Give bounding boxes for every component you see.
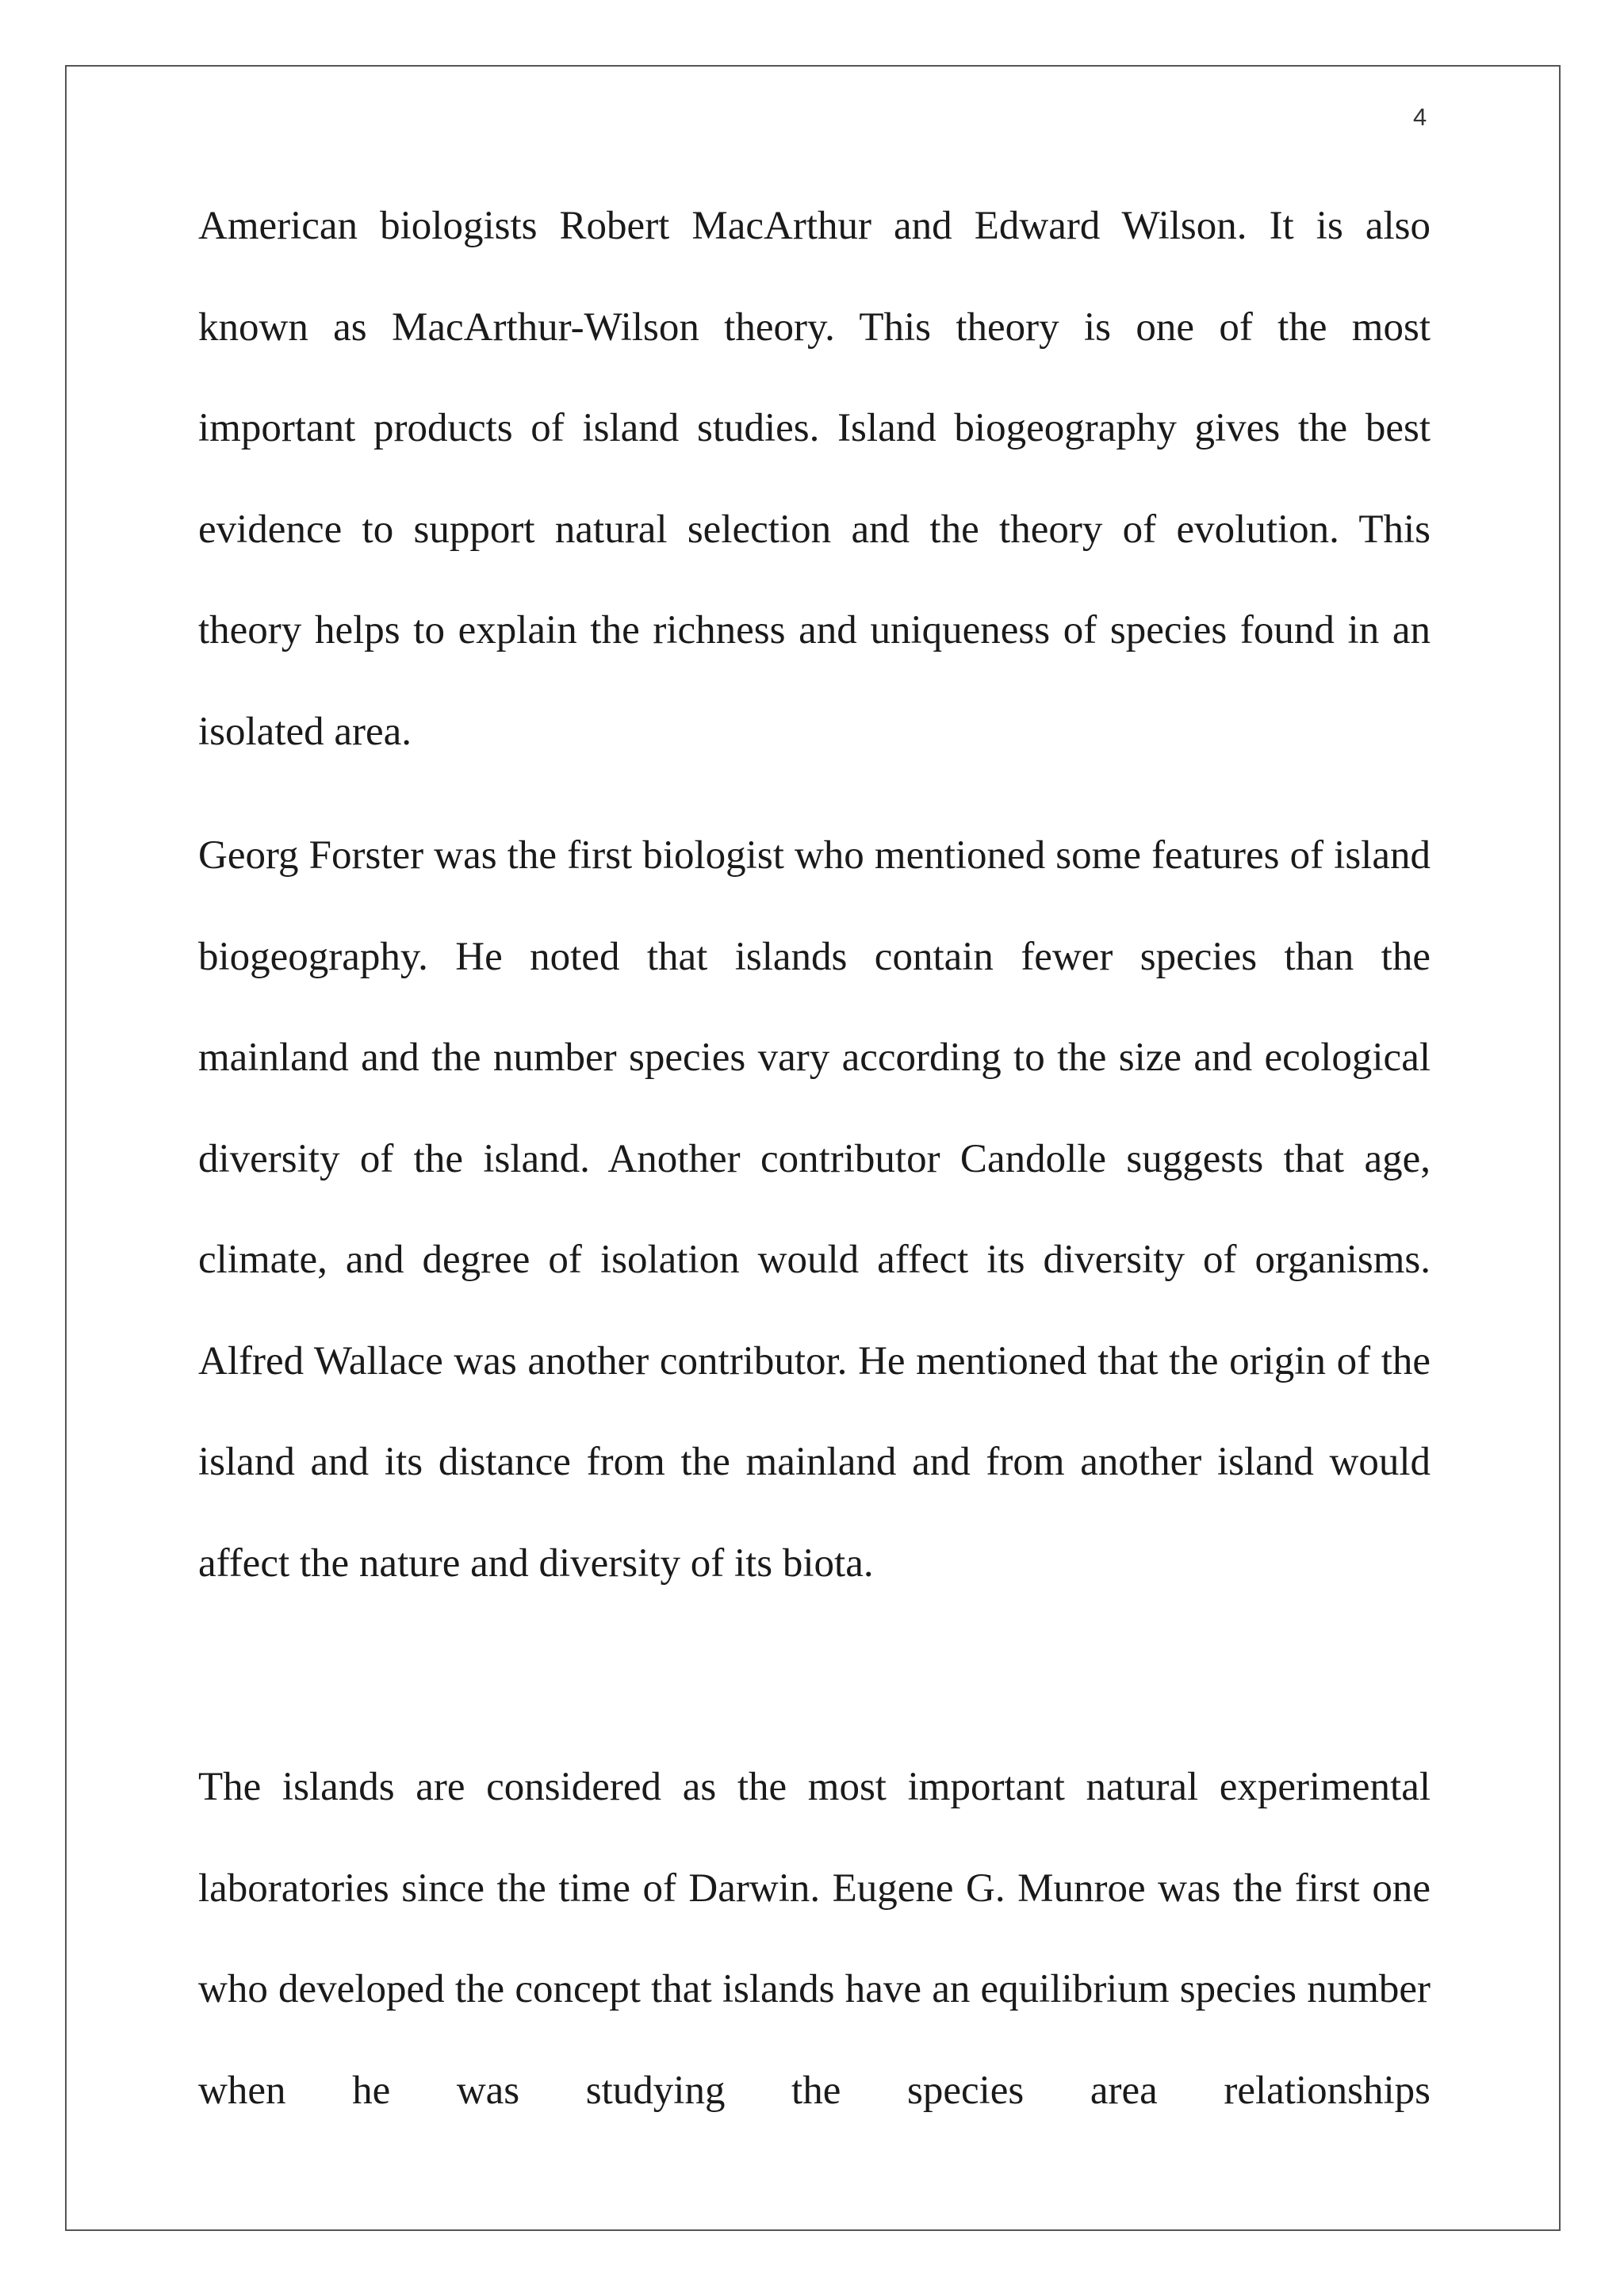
paragraph: The islands are considered as the most important natural experimental laboratories since the time of Darwin. Eugene G. Munroe was the first one who developed the concept that islands have an equilibrium species number when he was studying the species area relationships: [198, 1765, 1431, 2113]
paragraph: American biologists Robert MacArthur and Edward Wilson. It is also known as MacArthur-Wilson theory. This theory is one of the most important products of island studies. Island biogeography gives the best evidence to support natural selection and the theory of evolution. This theory helps to explain the richness and uniqueness of species found in an isolated area.: [198, 204, 1431, 754]
paragraph: Georg Forster was the first biologist who mentioned some features of island biogeography. He noted that islands contain fewer species than the mainland and the number species vary according to the size and ecological diversity of the island. Another contributor Candolle suggests that age, climate, and degree of isolation would affect its diversity of organisms. Alfred Wallace was another contributor. He mentioned that the origin of the island and its distance from the mainland and from another island would affect the nature and diversity of its biota.: [198, 833, 1431, 1586]
page-number: 4: [1413, 103, 1427, 131]
